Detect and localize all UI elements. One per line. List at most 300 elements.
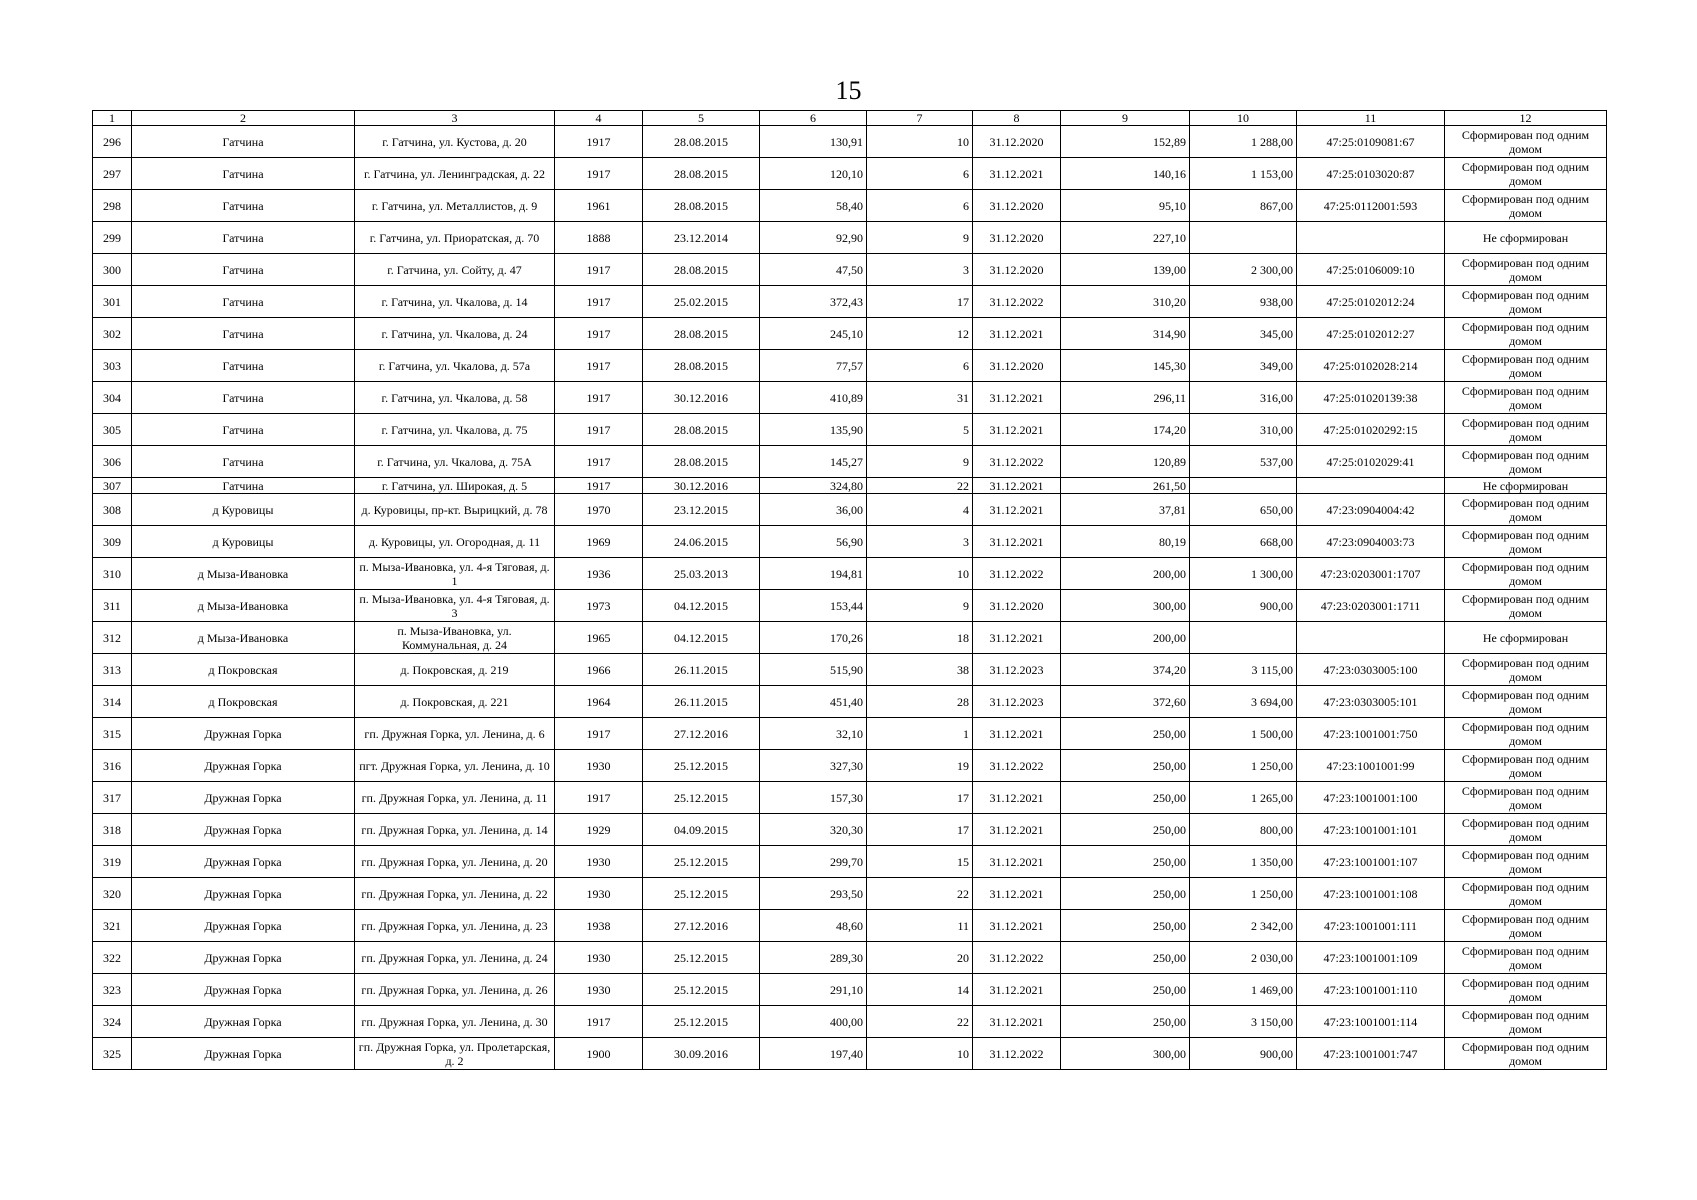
total-area-cell: 410,89 xyxy=(760,382,867,414)
settlement-cell: Гатчина xyxy=(132,286,355,318)
residents-count-cell: 9 xyxy=(867,590,973,622)
settlement-cell: Гатчина xyxy=(132,318,355,350)
total-area-cell: 48,60 xyxy=(760,910,867,942)
row-number-cell: 324 xyxy=(93,1006,132,1038)
table-row xyxy=(93,910,1607,942)
cadastral-number-cell: 47:23:0303005:100 xyxy=(1297,654,1445,686)
year-built-cell: 1969 xyxy=(555,526,643,558)
row-number-cell: 310 xyxy=(93,558,132,590)
land-area-plan-cell: 250,00 xyxy=(1061,942,1190,974)
land-area-plan-cell: 139,00 xyxy=(1061,254,1190,286)
date-cell: 28.08.2015 xyxy=(643,350,760,382)
planned-date-cell: 31.12.2023 xyxy=(973,686,1061,718)
table-row xyxy=(93,814,1607,846)
date-cell: 30.12.2016 xyxy=(643,478,760,494)
address-cell: гп. Дружная Горка, ул. Пролетарская, д. 2 xyxy=(355,1038,555,1070)
row-number-cell: 309 xyxy=(93,526,132,558)
total-area-cell: 120,10 xyxy=(760,158,867,190)
year-built-cell: 1917 xyxy=(555,718,643,750)
land-area-cell: 1 469,00 xyxy=(1190,974,1297,1006)
table-row xyxy=(93,286,1607,318)
date-cell: 28.08.2015 xyxy=(643,158,760,190)
settlement-cell: д Куровицы xyxy=(132,494,355,526)
land-plot-status-cell: Сформирован под одним домом xyxy=(1445,974,1607,1006)
planned-date-cell: 31.12.2021 xyxy=(973,1006,1061,1038)
date-cell: 25.02.2015 xyxy=(643,286,760,318)
address-cell: гп. Дружная Горка, ул. Ленина, д. 11 xyxy=(355,782,555,814)
land-area-cell: 650,00 xyxy=(1190,494,1297,526)
table-row xyxy=(93,878,1607,910)
planned-date-cell: 31.12.2022 xyxy=(973,750,1061,782)
land-area-plan-cell: 374,20 xyxy=(1061,654,1190,686)
total-area-cell: 32,10 xyxy=(760,718,867,750)
table-row xyxy=(93,942,1607,974)
table-row xyxy=(93,558,1607,590)
settlement-cell: Дружная Горка xyxy=(132,910,355,942)
planned-date-cell: 31.12.2022 xyxy=(973,942,1061,974)
year-built-cell: 1917 xyxy=(555,382,643,414)
total-area-cell: 153,44 xyxy=(760,590,867,622)
column-number-header-row xyxy=(93,111,1607,126)
land-area-cell: 1 153,00 xyxy=(1190,158,1297,190)
row-number-cell: 316 xyxy=(93,750,132,782)
land-area-plan-cell: 250,00 xyxy=(1061,910,1190,942)
address-cell: п. Мыза-Ивановка, ул. Коммунальная, д. 24 xyxy=(355,622,555,654)
row-number-cell: 297 xyxy=(93,158,132,190)
land-plot-status-cell: Сформирован под одним домом xyxy=(1445,318,1607,350)
date-cell: 04.12.2015 xyxy=(643,622,760,654)
cadastral-number-cell xyxy=(1297,622,1445,654)
address-cell: д. Покровская, д. 219 xyxy=(355,654,555,686)
year-built-cell: 1936 xyxy=(555,558,643,590)
column-header: 8 xyxy=(973,111,1061,126)
land-area-plan-cell: 37,81 xyxy=(1061,494,1190,526)
column-header: 2 xyxy=(132,111,355,126)
land-plot-status-cell: Сформирован под одним домом xyxy=(1445,446,1607,478)
column-header: 3 xyxy=(355,111,555,126)
year-built-cell: 1900 xyxy=(555,1038,643,1070)
land-area-plan-cell: 250,00 xyxy=(1061,878,1190,910)
date-cell: 23.12.2015 xyxy=(643,494,760,526)
cadastral-number-cell: 47:23:1001001:107 xyxy=(1297,846,1445,878)
planned-date-cell: 31.12.2021 xyxy=(973,158,1061,190)
residents-count-cell: 10 xyxy=(867,558,973,590)
cadastral-number-cell: 47:23:0203001:1707 xyxy=(1297,558,1445,590)
total-area-cell: 145,27 xyxy=(760,446,867,478)
cadastral-number-cell: 47:23:1001001:109 xyxy=(1297,942,1445,974)
year-built-cell: 1973 xyxy=(555,590,643,622)
row-number-cell: 304 xyxy=(93,382,132,414)
total-area-cell: 324,80 xyxy=(760,478,867,494)
total-area-cell: 293,50 xyxy=(760,878,867,910)
address-cell: п. Мыза-Ивановка, ул. 4-я Тяговая, д. 1 xyxy=(355,558,555,590)
land-plot-status-cell: Сформирован под одним домом xyxy=(1445,414,1607,446)
land-area-cell: 2 342,00 xyxy=(1190,910,1297,942)
cadastral-number-cell: 47:23:0904003:73 xyxy=(1297,526,1445,558)
cadastral-number-cell xyxy=(1297,478,1445,494)
land-area-cell: 1 250,00 xyxy=(1190,750,1297,782)
year-built-cell: 1930 xyxy=(555,878,643,910)
land-plot-status-cell: Сформирован под одним домом xyxy=(1445,814,1607,846)
date-cell: 25.12.2015 xyxy=(643,974,760,1006)
planned-date-cell: 31.12.2021 xyxy=(973,814,1061,846)
year-built-cell: 1917 xyxy=(555,350,643,382)
address-cell: гп. Дружная Горка, ул. Ленина, д. 22 xyxy=(355,878,555,910)
total-area-cell: 47,50 xyxy=(760,254,867,286)
planned-date-cell: 31.12.2021 xyxy=(973,414,1061,446)
cadastral-number-cell: 47:25:01020292:15 xyxy=(1297,414,1445,446)
total-area-cell: 327,30 xyxy=(760,750,867,782)
table-row xyxy=(93,750,1607,782)
cadastral-number-cell: 47:23:1001001:108 xyxy=(1297,878,1445,910)
residents-count-cell: 14 xyxy=(867,974,973,1006)
settlement-cell: Гатчина xyxy=(132,222,355,254)
table-row xyxy=(93,190,1607,222)
column-header: 11 xyxy=(1297,111,1445,126)
table-row xyxy=(93,126,1607,158)
settlement-cell: Дружная Горка xyxy=(132,878,355,910)
date-cell: 04.12.2015 xyxy=(643,590,760,622)
settlement-cell: д Мыза-Ивановка xyxy=(132,590,355,622)
column-header: 6 xyxy=(760,111,867,126)
date-cell: 25.12.2015 xyxy=(643,846,760,878)
land-area-cell: 316,00 xyxy=(1190,382,1297,414)
total-area-cell: 299,70 xyxy=(760,846,867,878)
table-row xyxy=(93,382,1607,414)
table-row xyxy=(93,526,1607,558)
settlement-cell: Гатчина xyxy=(132,158,355,190)
settlement-cell: Гатчина xyxy=(132,382,355,414)
year-built-cell: 1965 xyxy=(555,622,643,654)
land-area-plan-cell: 152,89 xyxy=(1061,126,1190,158)
land-area-plan-cell: 250,00 xyxy=(1061,750,1190,782)
table-row xyxy=(93,1006,1607,1038)
year-built-cell: 1966 xyxy=(555,654,643,686)
address-cell: г. Гатчина, ул. Чкалова, д. 14 xyxy=(355,286,555,318)
planned-date-cell: 31.12.2021 xyxy=(973,718,1061,750)
total-area-cell: 245,10 xyxy=(760,318,867,350)
land-area-cell: 1 350,00 xyxy=(1190,846,1297,878)
settlement-cell: д Мыза-Ивановка xyxy=(132,622,355,654)
table-row xyxy=(93,494,1607,526)
land-area-cell: 537,00 xyxy=(1190,446,1297,478)
land-plot-status-cell: Сформирован под одним домом xyxy=(1445,590,1607,622)
planned-date-cell: 31.12.2021 xyxy=(973,382,1061,414)
land-area-cell: 1 265,00 xyxy=(1190,782,1297,814)
land-area-plan-cell: 250,00 xyxy=(1061,974,1190,1006)
year-built-cell: 1917 xyxy=(555,318,643,350)
date-cell: 28.08.2015 xyxy=(643,414,760,446)
registry-body xyxy=(93,126,1607,1070)
row-number-cell: 303 xyxy=(93,350,132,382)
land-area-cell: 2 030,00 xyxy=(1190,942,1297,974)
cadastral-number-cell: 47:23:1001001:99 xyxy=(1297,750,1445,782)
land-area-plan-cell: 95,10 xyxy=(1061,190,1190,222)
planned-date-cell: 31.12.2021 xyxy=(973,318,1061,350)
address-cell: пгт. Дружная Горка, ул. Ленина, д. 10 xyxy=(355,750,555,782)
address-cell: гп. Дружная Горка, ул. Ленина, д. 6 xyxy=(355,718,555,750)
residents-count-cell: 15 xyxy=(867,846,973,878)
total-area-cell: 194,81 xyxy=(760,558,867,590)
year-built-cell: 1888 xyxy=(555,222,643,254)
land-area-plan-cell: 250,00 xyxy=(1061,1006,1190,1038)
year-built-cell: 1917 xyxy=(555,158,643,190)
cadastral-number-cell xyxy=(1297,222,1445,254)
residents-count-cell: 6 xyxy=(867,350,973,382)
land-plot-status-cell: Сформирован под одним домом xyxy=(1445,718,1607,750)
row-number-cell: 325 xyxy=(93,1038,132,1070)
land-plot-status-cell: Сформирован под одним домом xyxy=(1445,382,1607,414)
settlement-cell: Дружная Горка xyxy=(132,814,355,846)
address-cell: гп. Дружная Горка, ул. Ленина, д. 20 xyxy=(355,846,555,878)
address-cell: г. Гатчина, ул. Кустова, д. 20 xyxy=(355,126,555,158)
address-cell: д. Покровская, д. 221 xyxy=(355,686,555,718)
table-row xyxy=(93,654,1607,686)
land-plot-status-cell: Не сформирован xyxy=(1445,622,1607,654)
total-area-cell: 372,43 xyxy=(760,286,867,318)
address-cell: гп. Дружная Горка, ул. Ленина, д. 24 xyxy=(355,942,555,974)
residents-count-cell: 22 xyxy=(867,1006,973,1038)
settlement-cell: Гатчина xyxy=(132,350,355,382)
year-built-cell: 1917 xyxy=(555,782,643,814)
settlement-cell: Дружная Горка xyxy=(132,942,355,974)
planned-date-cell: 31.12.2021 xyxy=(973,494,1061,526)
row-number-cell: 312 xyxy=(93,622,132,654)
address-cell: гп. Дружная Горка, ул. Ленина, д. 26 xyxy=(355,974,555,1006)
row-number-cell: 306 xyxy=(93,446,132,478)
planned-date-cell: 31.12.2021 xyxy=(973,846,1061,878)
land-area-cell: 3 150,00 xyxy=(1190,1006,1297,1038)
settlement-cell: д Куровицы xyxy=(132,526,355,558)
address-cell: г. Гатчина, ул. Чкалова, д. 75А xyxy=(355,446,555,478)
total-area-cell: 56,90 xyxy=(760,526,867,558)
settlement-cell: Дружная Горка xyxy=(132,782,355,814)
date-cell: 28.08.2015 xyxy=(643,446,760,478)
cadastral-number-cell: 47:23:1001001:111 xyxy=(1297,910,1445,942)
row-number-cell: 317 xyxy=(93,782,132,814)
land-area-cell xyxy=(1190,622,1297,654)
row-number-cell: 315 xyxy=(93,718,132,750)
cadastral-number-cell: 47:25:0102028:214 xyxy=(1297,350,1445,382)
planned-date-cell: 31.12.2022 xyxy=(973,446,1061,478)
planned-date-cell: 31.12.2021 xyxy=(973,878,1061,910)
total-area-cell: 320,30 xyxy=(760,814,867,846)
residents-count-cell: 3 xyxy=(867,254,973,286)
cadastral-number-cell: 47:23:1001001:750 xyxy=(1297,718,1445,750)
land-area-plan-cell: 250,00 xyxy=(1061,814,1190,846)
residents-count-cell: 11 xyxy=(867,910,973,942)
land-plot-status-cell: Сформирован под одним домом xyxy=(1445,526,1607,558)
planned-date-cell: 31.12.2021 xyxy=(973,526,1061,558)
total-area-cell: 58,40 xyxy=(760,190,867,222)
year-built-cell: 1930 xyxy=(555,750,643,782)
date-cell: 30.09.2016 xyxy=(643,1038,760,1070)
planned-date-cell: 31.12.2021 xyxy=(973,622,1061,654)
address-cell: г. Гатчина, ул. Чкалова, д. 58 xyxy=(355,382,555,414)
land-plot-status-cell: Сформирован под одним домом xyxy=(1445,254,1607,286)
column-header: 12 xyxy=(1445,111,1607,126)
address-cell: г. Гатчина, ул. Широкая, д. 5 xyxy=(355,478,555,494)
land-area-plan-cell: 296,11 xyxy=(1061,382,1190,414)
cadastral-number-cell: 47:23:1001001:747 xyxy=(1297,1038,1445,1070)
land-area-cell: 3 694,00 xyxy=(1190,686,1297,718)
planned-date-cell: 31.12.2021 xyxy=(973,910,1061,942)
table-row xyxy=(93,254,1607,286)
residents-count-cell: 31 xyxy=(867,382,973,414)
row-number-cell: 301 xyxy=(93,286,132,318)
cadastral-number-cell: 47:23:0303005:101 xyxy=(1297,686,1445,718)
row-number-cell: 302 xyxy=(93,318,132,350)
land-plot-status-cell: Сформирован под одним домом xyxy=(1445,846,1607,878)
row-number-cell: 307 xyxy=(93,478,132,494)
settlement-cell: Гатчина xyxy=(132,254,355,286)
land-area-cell: 1 300,00 xyxy=(1190,558,1297,590)
table-row xyxy=(93,158,1607,190)
address-cell: п. Мыза-Ивановка, ул. 4-я Тяговая, д. 3 xyxy=(355,590,555,622)
year-built-cell: 1930 xyxy=(555,974,643,1006)
cadastral-number-cell: 47:25:0106009:10 xyxy=(1297,254,1445,286)
year-built-cell: 1938 xyxy=(555,910,643,942)
address-cell: г. Гатчина, ул. Чкалова, д. 24 xyxy=(355,318,555,350)
land-area-plan-cell: 314,90 xyxy=(1061,318,1190,350)
page-number: 15 xyxy=(835,76,862,105)
row-number-cell: 319 xyxy=(93,846,132,878)
cadastral-number-cell: 47:23:1001001:110 xyxy=(1297,974,1445,1006)
row-number-cell: 299 xyxy=(93,222,132,254)
row-number-cell: 300 xyxy=(93,254,132,286)
residents-count-cell: 5 xyxy=(867,414,973,446)
cadastral-number-cell: 47:25:01020139:38 xyxy=(1297,382,1445,414)
residents-count-cell: 1 xyxy=(867,718,973,750)
planned-date-cell: 31.12.2022 xyxy=(973,1038,1061,1070)
land-plot-status-cell: Сформирован под одним домом xyxy=(1445,286,1607,318)
land-plot-status-cell: Сформирован под одним домом xyxy=(1445,126,1607,158)
land-area-plan-cell: 227,10 xyxy=(1061,222,1190,254)
residents-count-cell: 10 xyxy=(867,126,973,158)
row-number-cell: 314 xyxy=(93,686,132,718)
land-area-plan-cell: 140,16 xyxy=(1061,158,1190,190)
settlement-cell: д Покровская xyxy=(132,686,355,718)
land-area-plan-cell: 120,89 xyxy=(1061,446,1190,478)
land-area-cell: 900,00 xyxy=(1190,1038,1297,1070)
settlement-cell: Дружная Горка xyxy=(132,718,355,750)
land-area-cell: 1 500,00 xyxy=(1190,718,1297,750)
total-area-cell: 92,90 xyxy=(760,222,867,254)
address-cell: г. Гатчина, ул. Ленинградская, д. 22 xyxy=(355,158,555,190)
land-area-cell: 867,00 xyxy=(1190,190,1297,222)
residents-count-cell: 20 xyxy=(867,942,973,974)
table-row xyxy=(93,686,1607,718)
land-area-cell: 900,00 xyxy=(1190,590,1297,622)
land-area-cell: 938,00 xyxy=(1190,286,1297,318)
land-area-plan-cell: 300,00 xyxy=(1061,1038,1190,1070)
row-number-cell: 313 xyxy=(93,654,132,686)
date-cell: 30.12.2016 xyxy=(643,382,760,414)
total-area-cell: 36,00 xyxy=(760,494,867,526)
date-cell: 04.09.2015 xyxy=(643,814,760,846)
planned-date-cell: 31.12.2022 xyxy=(973,558,1061,590)
settlement-cell: Дружная Горка xyxy=(132,846,355,878)
address-cell: д. Куровицы, ул. Огородная, д. 11 xyxy=(355,526,555,558)
date-cell: 25.03.2013 xyxy=(643,558,760,590)
total-area-cell: 400,00 xyxy=(760,1006,867,1038)
land-area-cell: 1 250,00 xyxy=(1190,878,1297,910)
row-number-cell: 308 xyxy=(93,494,132,526)
row-number-cell: 311 xyxy=(93,590,132,622)
residents-count-cell: 9 xyxy=(867,222,973,254)
land-plot-status-cell: Сформирован под одним домом xyxy=(1445,1038,1607,1070)
cadastral-number-cell: 47:23:1001001:101 xyxy=(1297,814,1445,846)
cadastral-number-cell: 47:25:0102012:24 xyxy=(1297,286,1445,318)
residents-count-cell: 3 xyxy=(867,526,973,558)
address-cell: г. Гатчина, ул. Чкалова, д. 75 xyxy=(355,414,555,446)
settlement-cell: Дружная Горка xyxy=(132,1006,355,1038)
residents-count-cell: 38 xyxy=(867,654,973,686)
table-row xyxy=(93,846,1607,878)
year-built-cell: 1929 xyxy=(555,814,643,846)
land-plot-status-cell: Не сформирован xyxy=(1445,222,1607,254)
total-area-cell: 197,40 xyxy=(760,1038,867,1070)
cadastral-number-cell: 47:25:0102029:41 xyxy=(1297,446,1445,478)
land-plot-status-cell: Сформирован под одним домом xyxy=(1445,910,1607,942)
land-area-cell: 1 288,00 xyxy=(1190,126,1297,158)
residents-count-cell: 6 xyxy=(867,158,973,190)
address-cell: г. Гатчина, ул. Чкалова, д. 57а xyxy=(355,350,555,382)
settlement-cell: Гатчина xyxy=(132,478,355,494)
table-row xyxy=(93,478,1607,494)
land-area-cell: 800,00 xyxy=(1190,814,1297,846)
land-plot-status-cell: Сформирован под одним домом xyxy=(1445,1006,1607,1038)
date-cell: 28.08.2015 xyxy=(643,190,760,222)
planned-date-cell: 31.12.2021 xyxy=(973,974,1061,1006)
column-header: 4 xyxy=(555,111,643,126)
land-plot-status-cell: Не сформирован xyxy=(1445,478,1607,494)
residents-count-cell: 12 xyxy=(867,318,973,350)
land-area-plan-cell: 261,50 xyxy=(1061,478,1190,494)
table-row xyxy=(93,318,1607,350)
date-cell: 28.08.2015 xyxy=(643,254,760,286)
total-area-cell: 170,26 xyxy=(760,622,867,654)
land-area-plan-cell: 250,00 xyxy=(1061,846,1190,878)
residents-count-cell: 22 xyxy=(867,878,973,910)
table-row xyxy=(93,782,1607,814)
year-built-cell: 1917 xyxy=(555,1006,643,1038)
residents-count-cell: 18 xyxy=(867,622,973,654)
residents-count-cell: 17 xyxy=(867,782,973,814)
settlement-cell: д Покровская xyxy=(132,654,355,686)
row-number-cell: 318 xyxy=(93,814,132,846)
row-number-cell: 298 xyxy=(93,190,132,222)
planned-date-cell: 31.12.2020 xyxy=(973,350,1061,382)
table-row xyxy=(93,718,1607,750)
row-number-cell: 296 xyxy=(93,126,132,158)
land-area-cell xyxy=(1190,478,1297,494)
planned-date-cell: 31.12.2021 xyxy=(973,782,1061,814)
address-cell: д. Куровицы, пр-кт. Вырицкий, д. 78 xyxy=(355,494,555,526)
cadastral-number-cell: 47:25:0103020:87 xyxy=(1297,158,1445,190)
residents-count-cell: 28 xyxy=(867,686,973,718)
residents-count-cell: 10 xyxy=(867,1038,973,1070)
table-row xyxy=(93,1038,1607,1070)
date-cell: 27.12.2016 xyxy=(643,718,760,750)
land-plot-status-cell: Сформирован под одним домом xyxy=(1445,782,1607,814)
address-cell: г. Гатчина, ул. Приоратская, д. 70 xyxy=(355,222,555,254)
planned-date-cell: 31.12.2020 xyxy=(973,590,1061,622)
land-area-cell: 668,00 xyxy=(1190,526,1297,558)
residents-count-cell: 17 xyxy=(867,286,973,318)
land-area-cell: 349,00 xyxy=(1190,350,1297,382)
address-cell: гп. Дружная Горка, ул. Ленина, д. 14 xyxy=(355,814,555,846)
